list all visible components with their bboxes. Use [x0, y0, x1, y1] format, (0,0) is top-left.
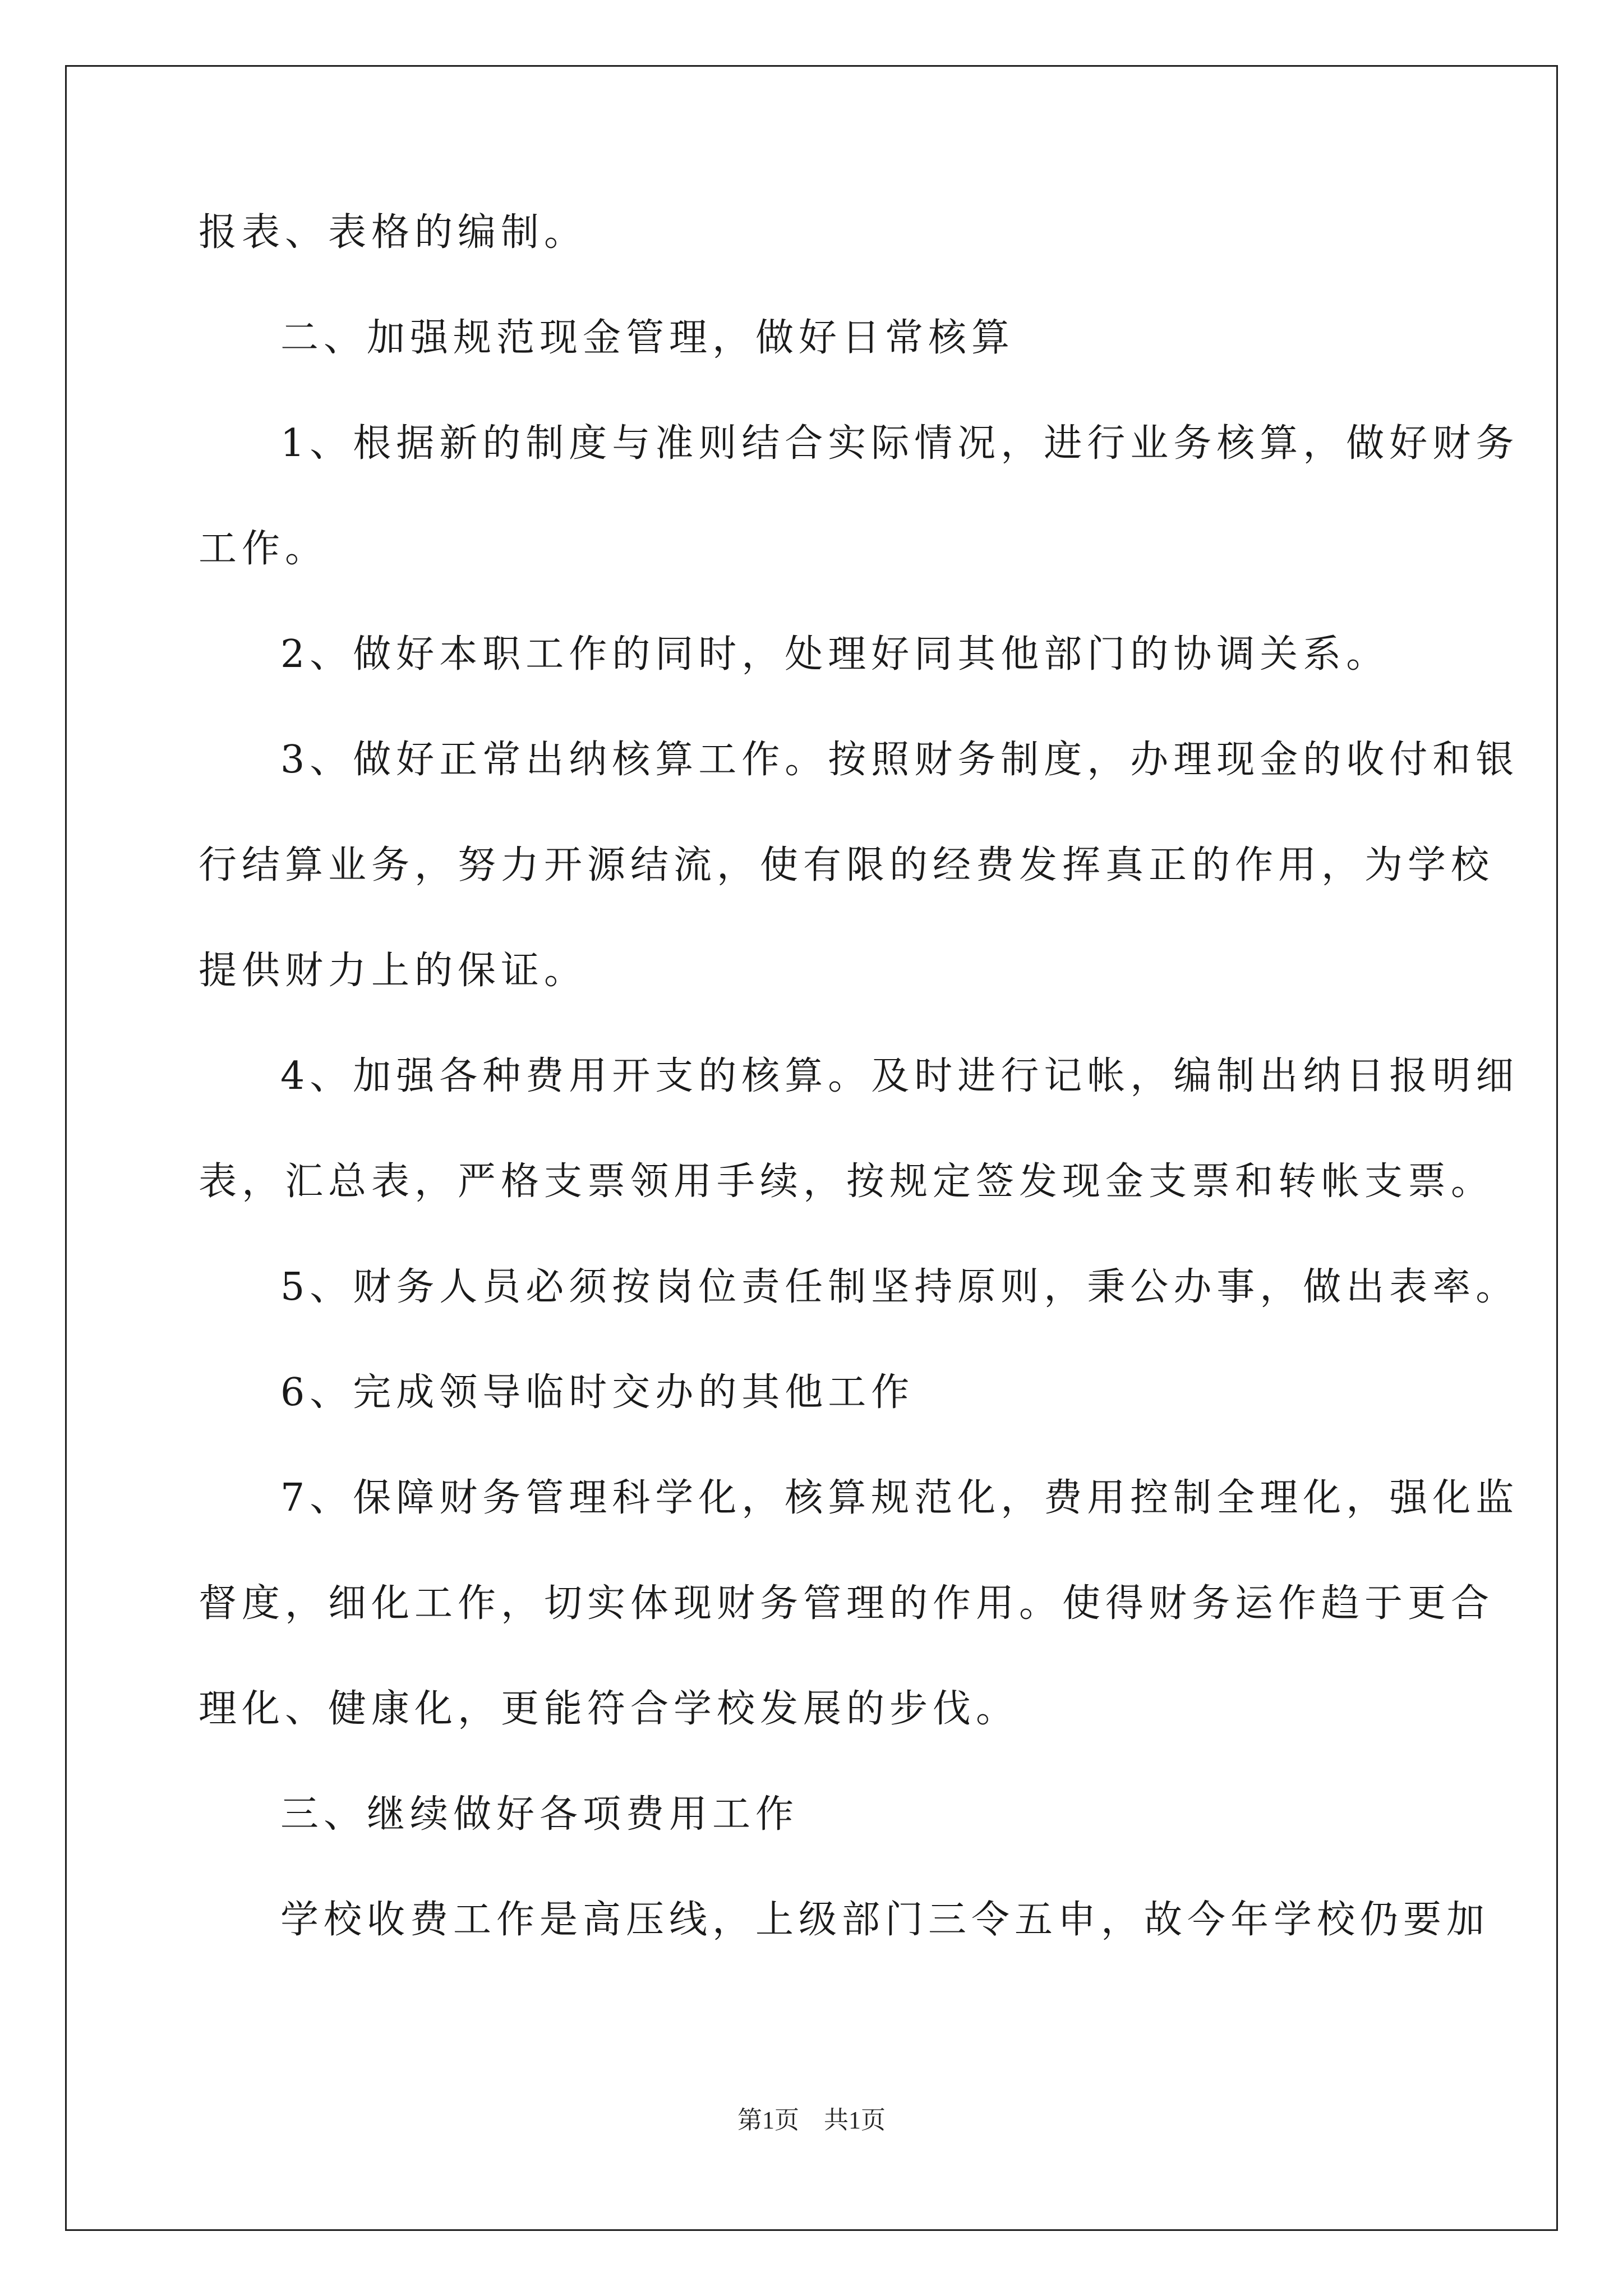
text-line: 3、做好正常出纳核算工作。按照财务制度，办理现金的收付和银: [280, 738, 1519, 782]
text-line: 督度，细化工作，切实体现财务管理的作用。使得财务运作趋于更合: [199, 1581, 1495, 1626]
text-line: 4、加强各种费用开支的核算。及时进行记帐，编制出纳日报明细: [280, 1054, 1519, 1098]
text-line: 1、根据新的制度与准则结合实际情况，进行业务核算，做好财务: [280, 421, 1519, 466]
text-line: 提供财力上的保证。: [199, 949, 588, 993]
text-line: 表，汇总表，严格支票领用手续，按规定签发现金支票和转帐支票。: [199, 1159, 1495, 1204]
text-line: 6、完成领导临时交办的其他工作: [280, 1370, 915, 1415]
text-line: 学校收费工作是高压线，上级部门三令五申，故今年学校仍要加: [280, 1898, 1490, 1942]
section-heading: 二、加强规范现金管理，做好日常核算: [280, 316, 1015, 360]
text-line: 工作。: [199, 527, 329, 571]
text-line: 5、财务人员必须按岗位责任制坚持原则，秉公办事，做出表率。: [280, 1265, 1519, 1309]
text-line: 理化、健康化，更能符合学校发展的步伐。: [199, 1687, 1020, 1731]
text-line: 2、做好本职工作的同时，处理好同其他部门的协调关系。: [280, 632, 1390, 677]
page-number: 第1页 共1页: [737, 2106, 886, 2134]
section-heading: 三、继续做好各项费用工作: [280, 1792, 799, 1837]
text-line: 7、保障财务管理科学化，核算规范化，费用控制全理化，强化监: [280, 1476, 1519, 1520]
text-line: 报表、表格的编制。: [199, 210, 588, 255]
text-line: 行结算业务，努力开源结流，使有限的经费发挥真正的作用，为学校: [199, 843, 1495, 887]
